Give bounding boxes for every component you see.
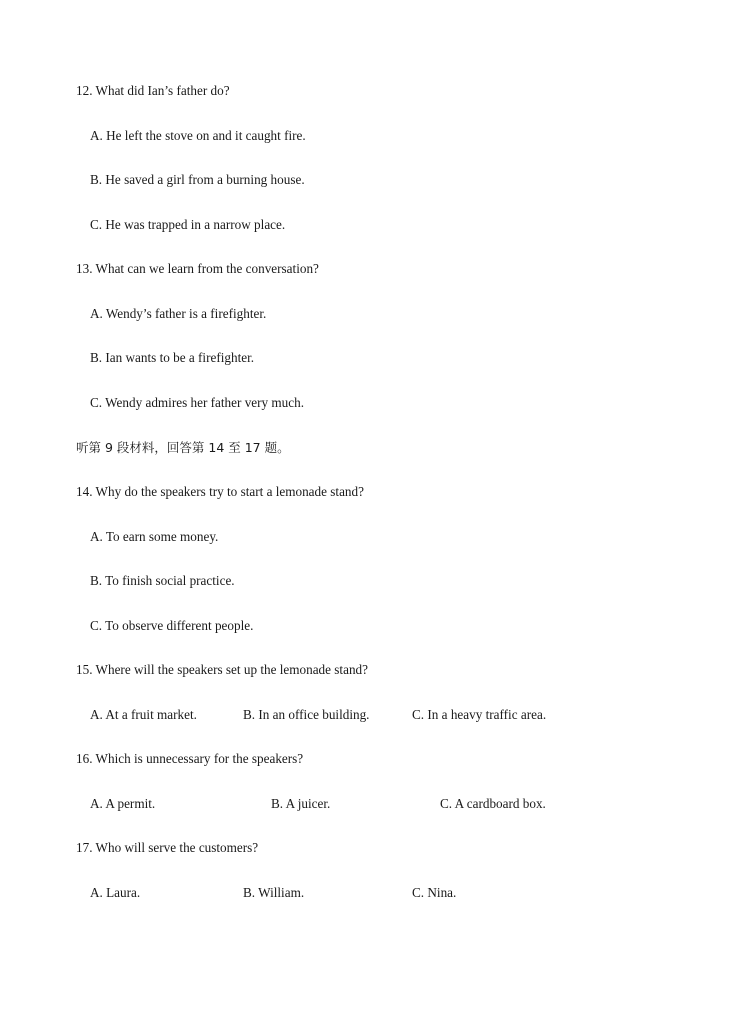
question-17-stem: 17. Who will serve the customers? [76, 840, 259, 855]
question-15-option-b: B. In an office building. [243, 707, 370, 722]
question-15-stem: 15. Where will the speakers set up the lemonade stand? [76, 662, 368, 677]
question-14-option-c: C. To observe different people. [90, 618, 254, 633]
question-13-option-c: C. Wendy admires her father very much. [90, 395, 305, 410]
question-16-stem: 16. Which is unnecessary for the speakers? [76, 751, 304, 766]
question-12-option-c: C. He was trapped in a narrow place. [90, 217, 286, 232]
question-12-stem: 12. What did Ian’s father do? [76, 83, 230, 98]
question-12-option-a: A. He left the stove on and it caught fire. [90, 128, 306, 143]
question-14-option-b: B. To finish social practice. [90, 573, 235, 588]
question-17-option-b: B. William. [243, 885, 305, 900]
question-14-option-a: A. To earn some money. [90, 529, 219, 544]
question-15-option-c: C. In a heavy traffic area. [412, 707, 547, 722]
question-17-option-c: C. Nina. [412, 885, 457, 900]
question-13-stem: 13. What can we learn from the conversation? [76, 261, 319, 276]
question-16-option-b: B. A juicer. [271, 796, 331, 811]
question-12-option-b: B. He saved a girl from a burning house. [90, 172, 305, 187]
question-17-option-a: A. Laura. [90, 885, 141, 900]
question-15-option-a: A. At a fruit market. [90, 707, 197, 722]
question-13-option-b: B. Ian wants to be a firefighter. [90, 350, 255, 365]
question-16-option-a: A. A permit. [90, 796, 156, 811]
question-16-option-c: C. A cardboard box. [440, 796, 546, 811]
section-heading: 听第 9 段材料，回答第 14 至 17 题。 [76, 440, 290, 455]
question-14-stem: 14. Why do the speakers try to start a lemonade stand? [76, 484, 364, 499]
question-13-option-a: A. Wendy’s father is a firefighter. [90, 306, 267, 321]
